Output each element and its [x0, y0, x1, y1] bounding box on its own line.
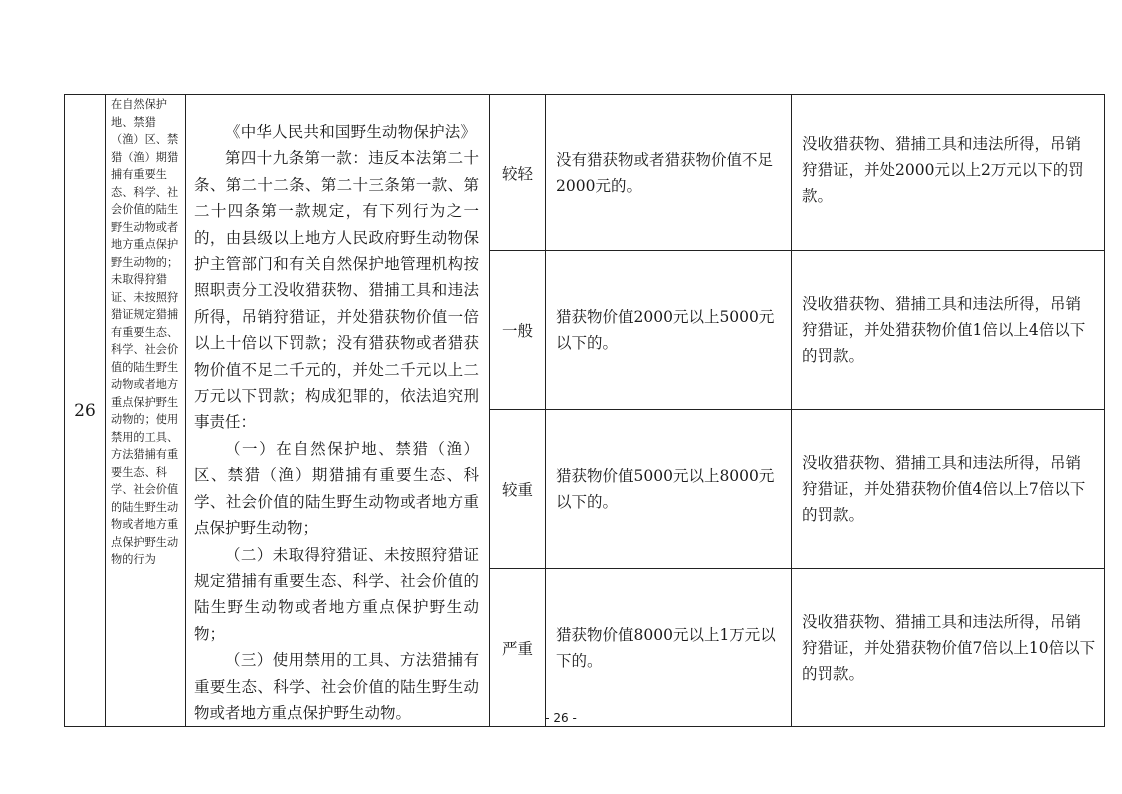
severity-description: 猎获物价值8000元以上1万元以下的。 — [546, 568, 792, 727]
legal-basis-text — [194, 95, 479, 726]
penalty-standard-table — [64, 94, 1105, 727]
law-article: 第四十九条第一款：违反本法第二十条、第二十二条、第二十三条第一款、第二十四条第一款规定，有下列行为之一的，由县级以上地方人民政府野生动物保护主管部门和有关自然保护地管理机构按照职责分工没收猎获物、猎捕工具和违法所得，吊销狩猎证，并处猎获物价值一倍以上十倍以下罚款；没有猎获物或者猎获物价值不足二千元的，并处二千元以上二万元以下罚款；构成犯罪的，依法追究刑事责任： — [194, 149, 479, 432]
legal-basis-cell — [186, 95, 490, 727]
severity-level-label: 一般 — [490, 251, 546, 410]
severity-level-label: 较重 — [490, 410, 546, 569]
penalty-standard: 没收猎获物、猎捕工具和违法所得，吊销狩猎证，并处猎获物价值7倍以上10倍以下的罚款。 — [792, 568, 1105, 727]
violation-behavior-cell: 在自然保护地、禁猎（渔）区、禁猎（渔）期猎捕有重要生态、科学、社会价值的陆生野生动物或者地方重点保护野生动物的；未取得狩猎证、未按照狩猎证规定猎捕有重要生态、科学、社会价值的陆生野生动物或者地方重点保护野生动物的；使用禁用的工具、方法猎捕有重要生态、科学、社会价值的陆生野生动物或者地方重点保护野生动物的行为 — [106, 95, 186, 727]
severity-level-label: 较轻 — [490, 95, 546, 251]
law-title: 《中华人民共和国野生动物保护法》 — [225, 123, 477, 141]
law-item: （三）使用禁用的工具、方法猎捕有重要生态、科学、社会价值的陆生野生动物或者地方重点保护野生动物。 — [194, 651, 479, 722]
penalty-standard: 没收猎获物、猎捕工具和违法所得，吊销狩猎证，并处猎获物价值4倍以上7倍以下的罚款。 — [792, 410, 1105, 569]
penalty-standard: 没收猎获物、猎捕工具和违法所得，吊销狩猎证，并处2000元以上2万元以下的罚款。 — [792, 95, 1105, 251]
severity-description: 没有猎获物或者猎获物价值不足2000元的。 — [546, 95, 792, 251]
severity-description: 猎获物价值2000元以上5000元以下的。 — [546, 251, 792, 410]
law-item: （一）在自然保护地、禁猎（渔）区、禁猎（渔）期猎捕有重要生态、科学、社会价值的陆生野生动物或者地方重点保护野生动物； — [194, 439, 479, 538]
severity-level-label: 严重 — [490, 568, 546, 727]
severity-description: 猎获物价值5000元以上8000元以下的。 — [546, 410, 792, 569]
page-number: - 26 - — [545, 711, 577, 725]
penalty-standard: 没收猎获物、猎捕工具和违法所得，吊销狩猎证，并处猎获物价值1倍以上4倍以下的罚款。 — [792, 251, 1105, 410]
law-item: （二）未取得狩猎证、未按照狩猎证规定猎捕有重要生态、科学、社会价值的陆生野生动物或者地方重点保护野生动物； — [194, 545, 479, 643]
row-number: 26 — [65, 95, 106, 727]
